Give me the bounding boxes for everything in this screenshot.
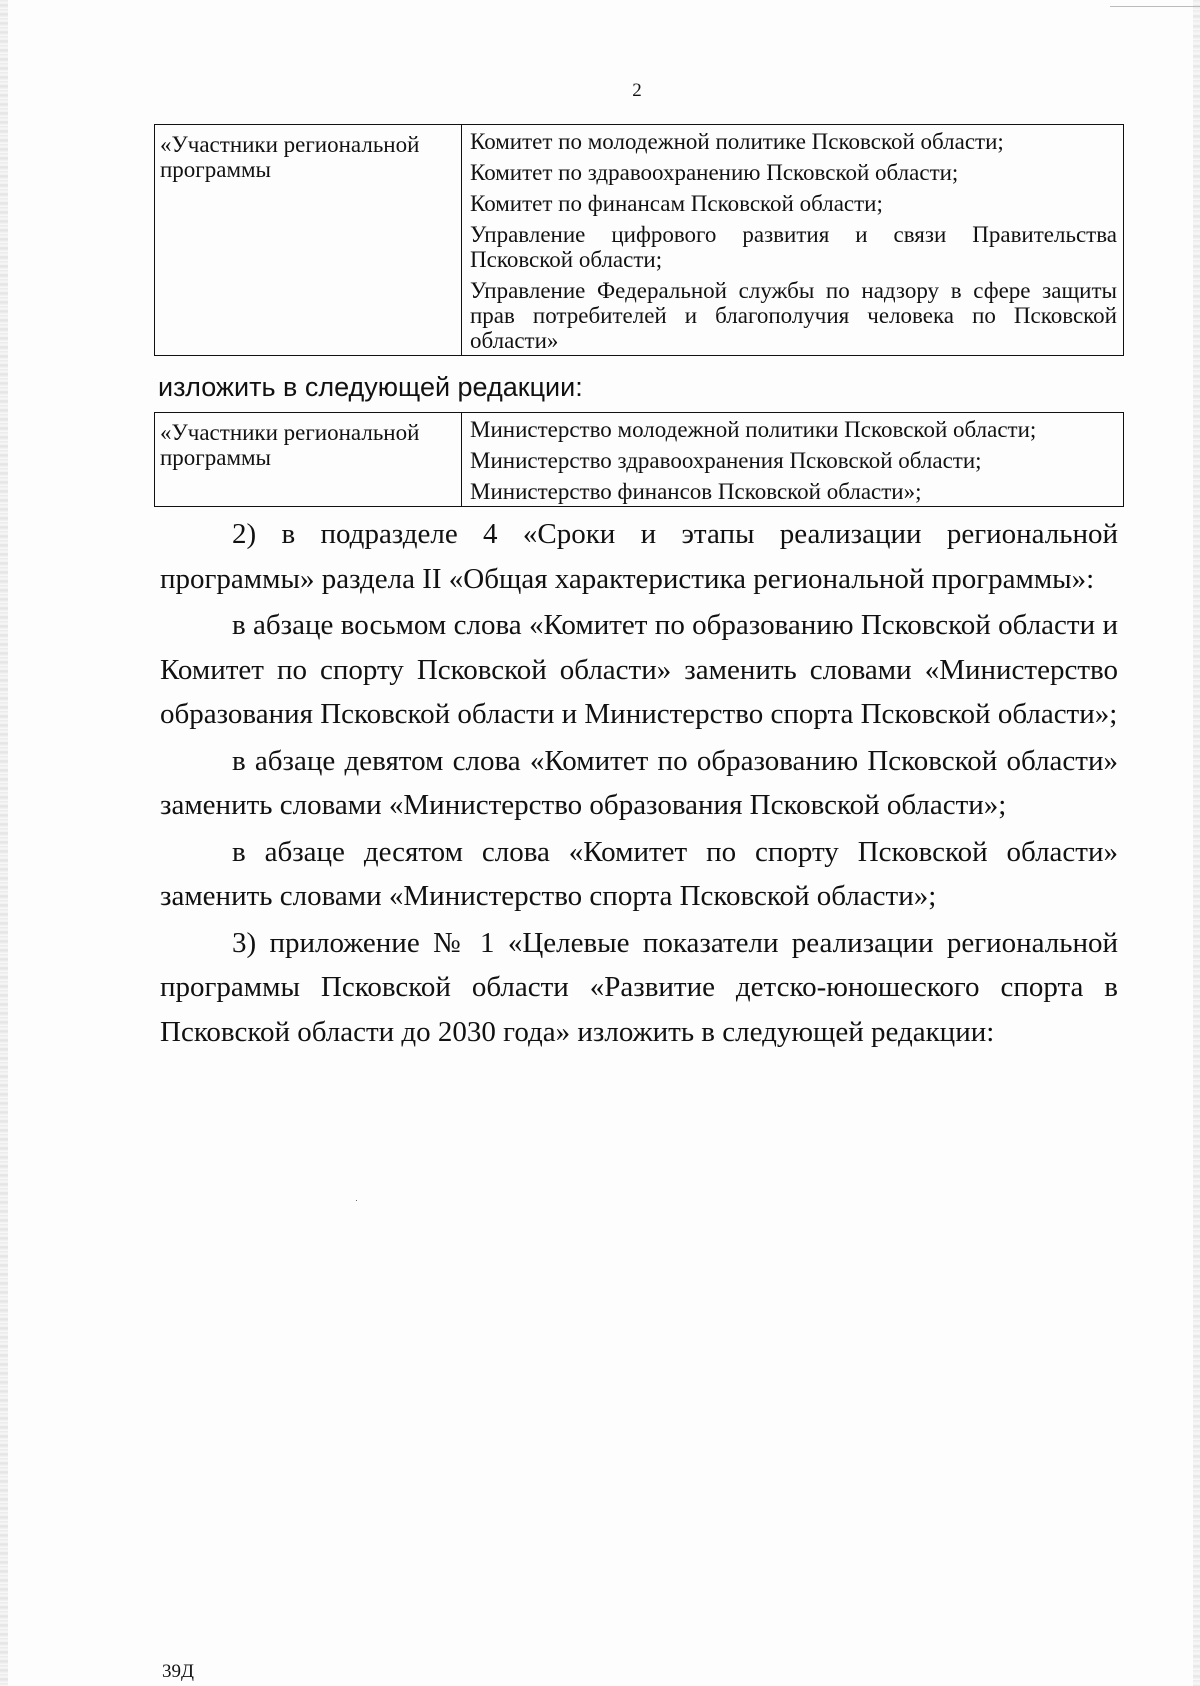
table-row [155, 413, 1124, 507]
body-text [160, 512, 1118, 1056]
participants-table-old [154, 124, 1124, 356]
participant-entry: Управление Федеральной службы по надзору в сфере защиты прав потребителей и благополучия человека по Псковской области» [470, 278, 1117, 353]
intro-line: изложить в следующей редакции: [158, 372, 583, 402]
paragraph: в абзаце десятом слова «Комитет по спорту Псковской области» заменить словами «Министерство спорта Псковской области»; [160, 835, 1118, 912]
participant-entry: Управление цифрового развития и связи Правительства Псковской области; [470, 222, 1117, 272]
participant-entry: Комитет по здравоохранению Псковской области; [470, 160, 959, 185]
table-value-cell [462, 125, 1124, 356]
paragraph: 2) в подразделе 4 «Сроки и этапы реализации региональной программы» раздела II «Общая характеристика региональной программы»: [160, 518, 1118, 595]
participant-entry: Комитет по финансам Псковской области; [470, 191, 883, 216]
participant-entry: Министерство здравоохранения Псковской области; [470, 448, 982, 473]
participant-entry: Министерство молодежной политики Псковской области; [470, 417, 1037, 442]
scan-edge-right [1193, 0, 1200, 1686]
participant-entry: Комитет по молодежной политике Псковской области; [470, 129, 1004, 154]
footer-code: 39Д [162, 1661, 194, 1682]
scan-edge-left [0, 0, 8, 1686]
page-number: 2 [632, 80, 642, 101]
paragraph: 3) приложение № 1 «Целевые показатели реализации региональной программы Псковской области «Развитие детско-юношеского спорта в Псковской области до 2030 года» изложить в следующей редакции: [160, 926, 1118, 1048]
scan-corner-mark [1110, 6, 1200, 7]
participant-entry: Министерство финансов Псковской области»; [470, 479, 922, 504]
table-label-cell: «Участники региональной программы [155, 413, 462, 507]
table-value-cell [462, 413, 1124, 507]
paragraph: в абзаце восьмом слова «Комитет по образованию Псковской области и Комитет по спорту Псковской области» заменить словами «Министерство образования Псковской области и Министерство спорта Псковской области»; [160, 609, 1118, 730]
table-row [155, 125, 1124, 356]
paragraph: в абзаце девятом слова «Комитет по образованию Псковской области» заменить словами «Министерство образования Псковской области»; [160, 744, 1118, 821]
table-label-cell: «Участники региональной программы [155, 125, 462, 356]
scan-speck [356, 1200, 357, 1201]
participants-table-new [154, 412, 1124, 507]
